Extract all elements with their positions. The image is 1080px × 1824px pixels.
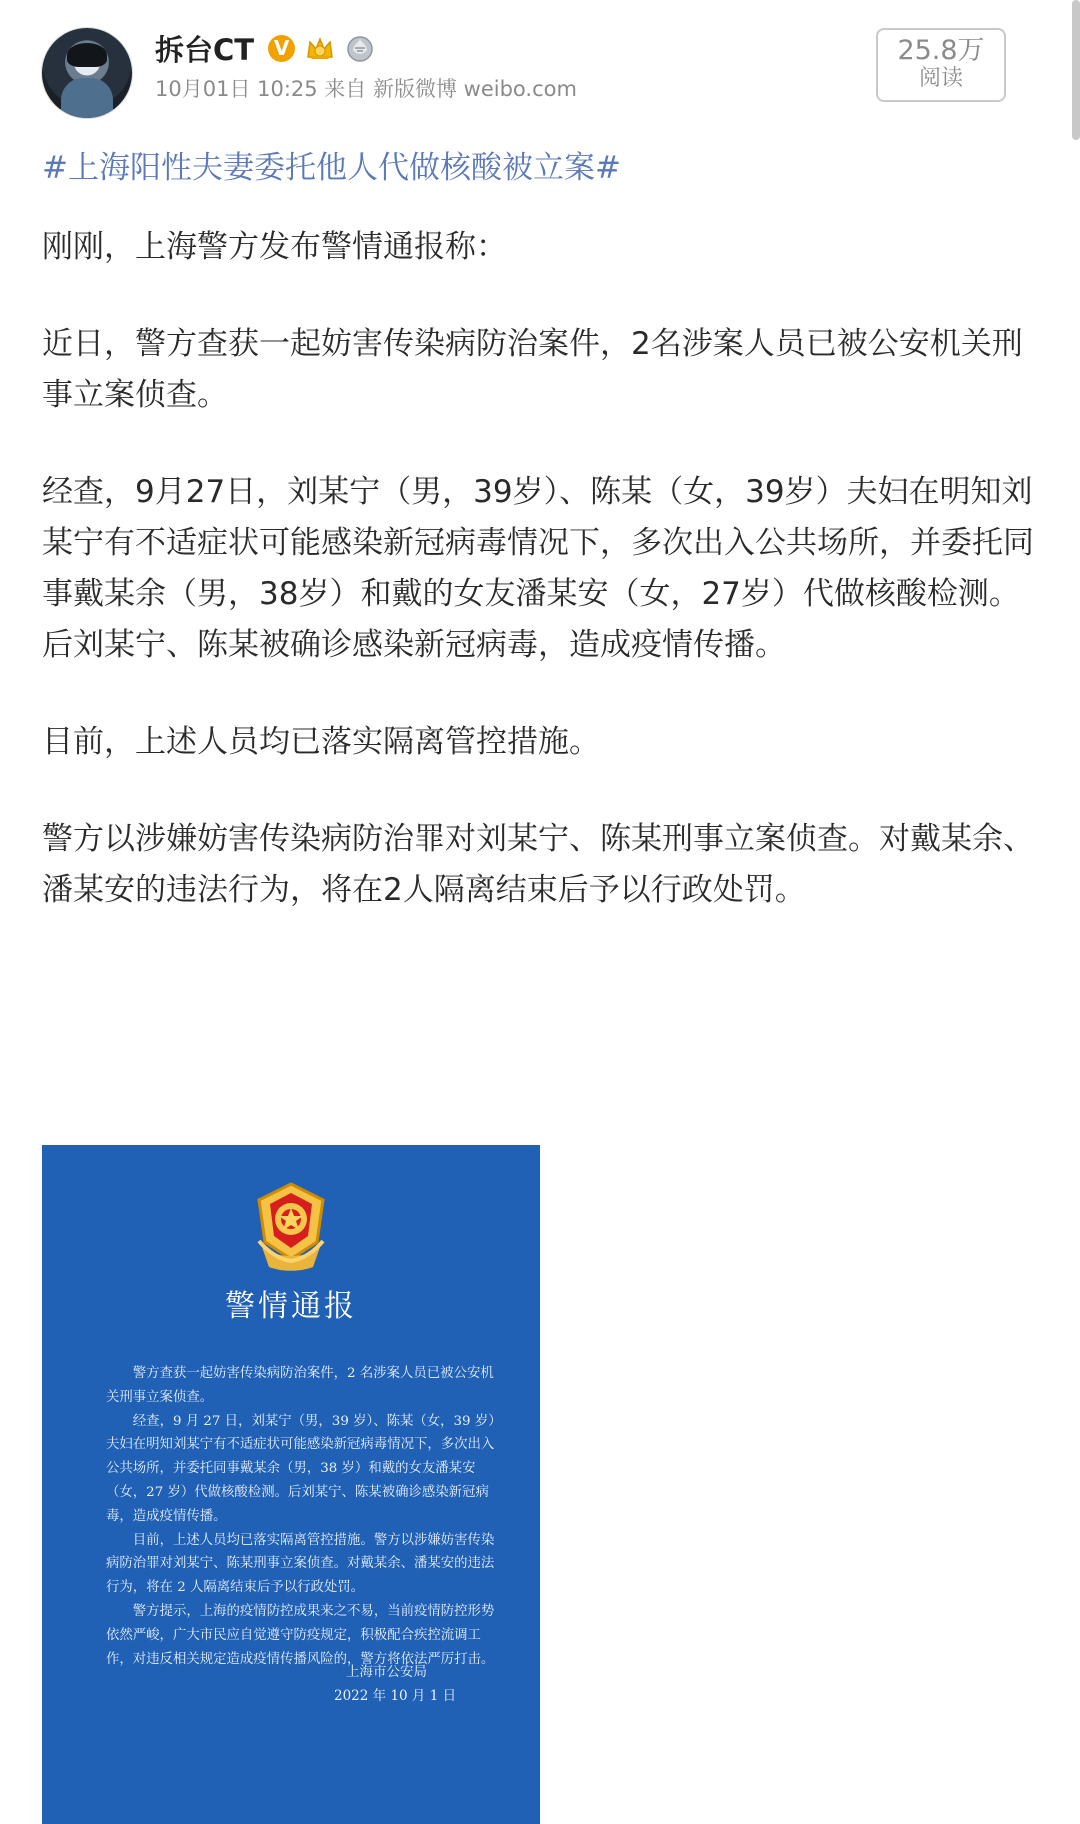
post-paragraph: 近日，警方查获一起妨害传染病防治案件，2名涉案人员已被公安机关刑事立案侦查。 <box>42 326 1023 413</box>
verified-badge-icon: V <box>268 35 295 62</box>
read-count: 25.8万 <box>897 35 985 66</box>
post-paragraph: 警方以涉嫌妨害传染病防治罪对刘某宁、陈某刑事立案侦查。对戴某余、潘某安的违法行为，将在2人隔离结束后予以行政处罚。 <box>42 821 1034 908</box>
page-scrollbar[interactable] <box>1072 0 1080 140</box>
read-count-box <box>876 28 1006 102</box>
notice-paragraph: 警方查获一起妨害传染病防治案件，2 名涉案人员已被公安机关刑事立案侦查。 <box>106 1366 494 1405</box>
author-line <box>155 28 375 68</box>
read-label: 阅读 <box>918 66 963 91</box>
post-meta: 10月01日 10:25 来自 新版微博 weibo.com <box>155 77 577 101</box>
notice-paragraph: 警方提示，上海的疫情防控成果来之不易，当前疫情防控形势依然严峻，广大市民应自觉遵守防疫规定，积极配合疾控流调工作，对违反相关规定造成疫情传播风险的，警方将依法严厉打击。 <box>106 1603 495 1667</box>
topic-link[interactable]: #上海阳性夫妻委托他人代做核酸被立案# <box>42 150 621 186</box>
police-notice-image[interactable] <box>42 1145 540 1824</box>
notice-paragraph: 目前，上述人员均已落实隔离管控措施。警方以涉嫌妨害传染病防治罪对刘某宁、陈某刑事立案侦查。对戴某余、潘某安的违法行为，将在 2 人隔离结束后予以行政处罚。 <box>106 1532 495 1596</box>
avatar[interactable] <box>42 28 132 118</box>
post-content <box>42 148 1038 962</box>
notice-date: 2022 年 10 月 1 日 <box>334 1688 457 1704</box>
crown-badge-icon <box>303 34 337 62</box>
police-emblem-icon <box>247 1181 335 1273</box>
post-paragraph: 刚刚，上海警方发布警情通报称： <box>42 229 507 265</box>
notice-title: 警情通报 <box>225 1289 357 1324</box>
author-name[interactable]: 拆台CT <box>155 32 255 67</box>
notice-paragraph: 经查，9 月 27 日，刘某宁（男，39 岁）、陈某（女，39 岁）夫妇在明知刘某宁有不适症状可能感染新冠病毒情况下，多次出入公共场所，并委托同事戴某余（男，38 岁）和戴的女友潘某安（女，27 岁）代做核酸检测。后刘某宁、陈某被确诊感染新冠病毒，造成疫情传播。 <box>106 1413 495 1524</box>
medal-badge-icon <box>345 33 375 63</box>
notice-body <box>106 1362 496 1671</box>
post-paragraph: 经查，9月27日，刘某宁（男，39岁）、陈某（女，39岁）夫妇在明知刘某宁有不适症状可能感染新冠病毒情况下，多次出入公共场所，并委托同事戴某余（男，38岁）和戴的女友潘某安（女，27岁）代做核酸检测。后刘某宁、陈某被确诊感染新冠病毒，造成疫情传播。 <box>42 474 1034 663</box>
notice-signature: 上海市公安局 <box>346 1664 427 1680</box>
post-header <box>42 28 1040 128</box>
post-paragraph: 目前，上述人员均已落实隔离管控措施。 <box>42 724 600 760</box>
